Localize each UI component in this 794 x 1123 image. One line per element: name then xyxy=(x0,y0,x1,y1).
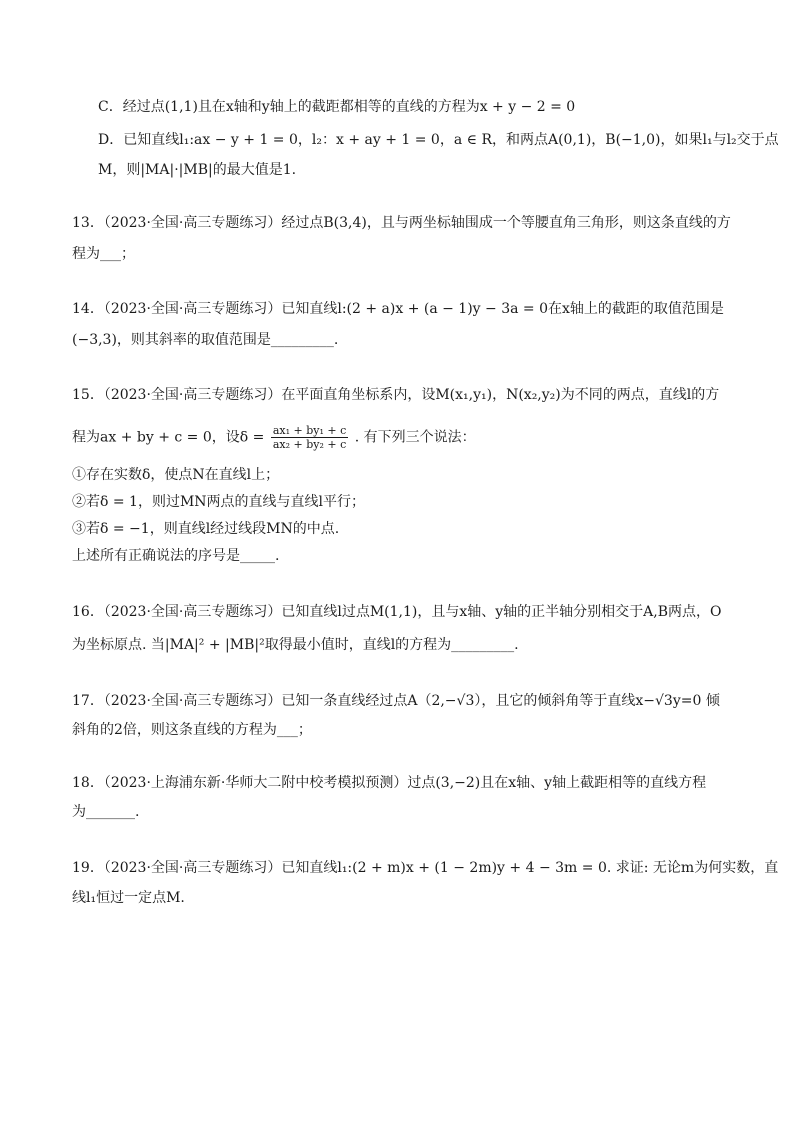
question-16-line2: 为坐标原点. 当|MA|² + |MB|²取得最小值时，直线l的方程为_________. xyxy=(72,637,519,653)
question-17-line2: 斜角的2倍，则这条直线的方程为___； xyxy=(72,722,312,738)
fraction-numerator: ax₁ + by₁ + c xyxy=(272,424,347,437)
question-16-line1: 16．（2023·全国·高三专题练习）已知直线l过点M(1,1)，且与x轴、y轴的正半轴分别相交于A,B两点，O xyxy=(72,604,722,620)
question-17-line1: 17．（2023·全国·高三专题练习）已知一条直线经过点A（2,−√3），且它的倾斜角等于直线x−√3y=0 倾 xyxy=(72,693,720,709)
question-14-line1: 14．（2023·全国·高三专题练习）已知直线l:(2 + a)x + (a − 1)y − 3a = 0在x轴上的截距的取值范围是 xyxy=(72,301,724,317)
question-15-ask: 上述所有正确说法的序号是_____. xyxy=(72,548,280,564)
option-c: C．经过点(1,1)且在x轴和y轴上的截距都相等的直线的方程为x + y − 2 = 0 xyxy=(98,99,576,115)
question-14-line2: (−3,3)，则其斜率的取值范围是_________. xyxy=(72,332,339,348)
question-13-line1: 13．（2023·全国·高三专题练习）经过点B(3,4)，且与两坐标轴围成一个等腰直角三角形，则这条直线的方 xyxy=(72,215,731,231)
question-15-statement-3: ③若δ = −1，则直线l经过线段MN的中点. xyxy=(72,521,340,537)
question-15-line2-pre: 程为ax + by + c = 0，设δ = xyxy=(72,429,265,446)
question-19-line1: 19．（2023·全国·高三专题练习）已知直线l₁:(2 + m)x + (1 − 2m)y + 4 − 3m = 0. 求证: 无论m为何实数，直 xyxy=(72,860,779,876)
question-15-line2-post: . 有下列三个说法： xyxy=(354,429,476,446)
option-d-line1: D．已知直线l₁:ax − y + 1 = 0，l₂：x + ay + 1 = 0，a ∈ R，和两点A(0,1)，B(−1,0)，如果l₁与l₂交于点 xyxy=(98,132,779,148)
question-15-statement-2: ②若δ = 1，则过MN两点的直线与直线l平行； xyxy=(72,494,366,510)
option-d-line2: M，则|MA|·|MB|的最大值是1. xyxy=(98,162,297,178)
delta-fraction xyxy=(271,424,348,451)
question-15-statement-1: ①存在实数δ，使点N在直线l上； xyxy=(72,467,280,483)
question-18-line2: 为_______. xyxy=(72,804,140,820)
fraction-denominator: ax₂ + by₂ + c xyxy=(272,438,347,451)
question-19-line2: 线l₁恒过一定点M. xyxy=(72,890,185,906)
question-15-line2 xyxy=(72,424,722,451)
question-13-line2: 程为___； xyxy=(72,246,135,262)
question-18-line1: 18．（2023·上海浦东新·华师大二附中校考模拟预测）过点(3,−2)且在x轴、y轴上截距相等的直线方程 xyxy=(72,775,707,791)
question-15-line1: 15．（2023·全国·高三专题练习）在平面直角坐标系内，设M(x₁,y₁)，N(x₂,y₂)为不同的两点，直线l的方 xyxy=(72,387,720,403)
